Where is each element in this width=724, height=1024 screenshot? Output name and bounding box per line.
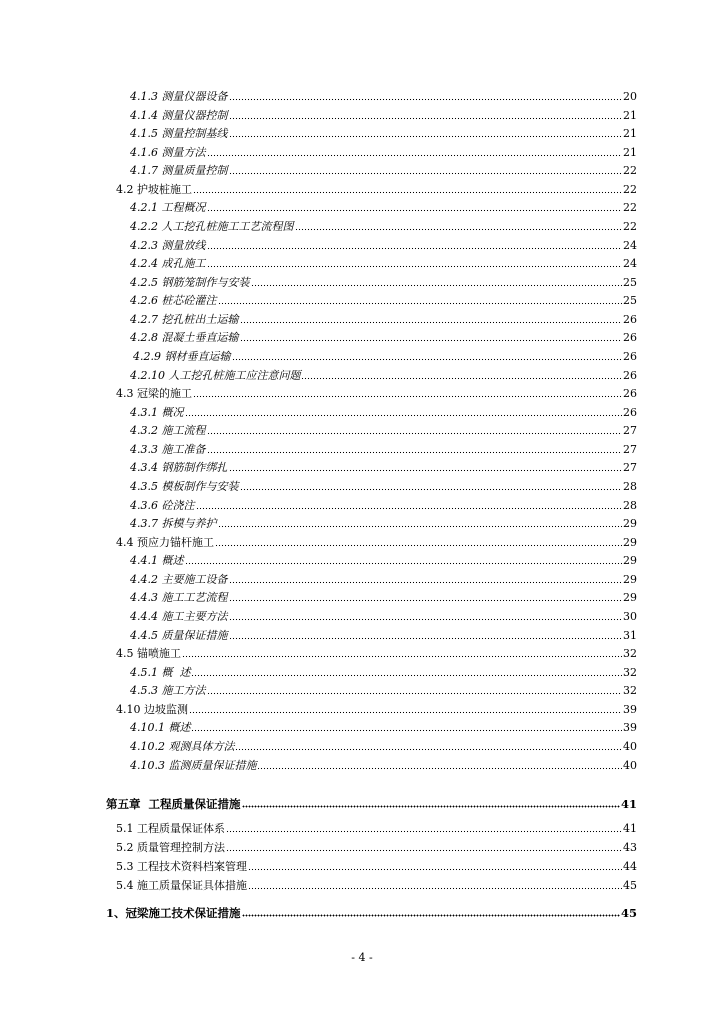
toc-entry[interactable] xyxy=(116,875,637,893)
toc-entry[interactable] xyxy=(116,837,637,855)
toc-entry-page: 44 xyxy=(623,860,637,873)
toc-entry-label: 4.2 护坡桩施工 xyxy=(116,183,192,196)
leader-dots xyxy=(240,338,623,342)
toc-entry-label: 4.2.2 人工挖孔桩施工工艺流程图 xyxy=(130,220,294,233)
toc-entry[interactable] xyxy=(130,160,637,178)
toc-entry-label: 4.1.3 测量仪器设备 xyxy=(130,90,228,103)
toc-entry-page: 29 xyxy=(623,517,637,530)
leader-dots xyxy=(182,654,622,658)
toc-entry[interactable] xyxy=(130,420,637,438)
toc-entry-label: 4.3.3 施工准备 xyxy=(130,443,206,456)
toc-entry-page: 22 xyxy=(623,220,637,233)
leader-dots xyxy=(229,171,623,175)
toc-entry-label: 4.1.5 测量控制基线 xyxy=(130,127,228,140)
toc-entry-label: 4.4.1 概述 xyxy=(130,554,184,567)
toc-entry[interactable] xyxy=(130,513,637,531)
toc-entry[interactable] xyxy=(130,123,637,141)
toc-entry-label: 4.5.3 施工方法 xyxy=(130,684,206,697)
toc-entry[interactable] xyxy=(130,142,637,160)
toc-entry-label: 1、冠梁施工技术保证措施 xyxy=(106,906,241,920)
toc-entry-label: 4.3.6 砼浇注 xyxy=(130,499,195,512)
toc-entry-label: 4.2.1 工程概况 xyxy=(130,201,206,214)
toc-entry[interactable] xyxy=(116,179,637,197)
toc-entry-page: 41 xyxy=(623,822,637,835)
toc-entry-page: 27 xyxy=(623,424,637,437)
toc-entry[interactable] xyxy=(130,736,637,754)
toc-entry-page: 20 xyxy=(623,90,637,103)
toc-entry-page: 26 xyxy=(623,387,637,400)
toc-entry[interactable] xyxy=(130,365,637,383)
toc-entry[interactable] xyxy=(116,643,637,661)
leader-dots xyxy=(207,246,623,250)
leader-dots xyxy=(229,617,623,621)
leader-dots xyxy=(242,804,620,808)
toc-entry[interactable] xyxy=(130,550,637,568)
toc-entry-page: 21 xyxy=(623,109,637,122)
toc-entry-page: 22 xyxy=(623,201,637,214)
leader-dots xyxy=(229,116,623,120)
toc-entry-page: 29 xyxy=(623,573,637,586)
toc-entry-label: 4.2.4 成孔施工 xyxy=(130,257,206,270)
leader-dots xyxy=(240,320,623,324)
toc-entry-label: 4.1.4 测量仪器控制 xyxy=(130,109,228,122)
toc-entry-label: 4.2.6 桩芯砼灌注 xyxy=(130,294,217,307)
leader-dots xyxy=(215,543,622,547)
leader-dots xyxy=(240,487,623,491)
toc-entry-page: 32 xyxy=(623,666,637,679)
toc-entry[interactable] xyxy=(130,680,637,698)
toc-entry-page: 31 xyxy=(623,629,637,642)
toc-entry-label: 4.3.2 施工流程 xyxy=(130,424,206,437)
leader-dots xyxy=(301,376,622,380)
leader-dots xyxy=(207,431,623,435)
toc-entry-page: 41 xyxy=(620,797,637,811)
toc-entry-page: 26 xyxy=(623,406,637,419)
leader-dots xyxy=(191,728,622,732)
leader-dots xyxy=(226,829,622,833)
toc-entry-page: 39 xyxy=(623,703,637,716)
toc-entry[interactable] xyxy=(130,290,637,308)
toc-entry-label: 4.2.10 人工挖孔桩施工应注意问题 xyxy=(130,369,301,382)
toc-entry[interactable] xyxy=(130,309,637,327)
toc-entry[interactable] xyxy=(130,105,637,123)
toc-entry-page: 22 xyxy=(623,183,637,196)
leader-dots xyxy=(232,357,623,361)
toc-entry[interactable] xyxy=(116,532,637,550)
toc-entry-label: 4.4 预应力锚杆施工 xyxy=(116,536,214,549)
toc-entry-page: 24 xyxy=(623,239,637,252)
toc-entry-label: 5.2 质量管理控制方法 xyxy=(116,841,225,854)
toc-entry[interactable] xyxy=(130,235,637,253)
toc-entry-label: 5.4 施工质量保证具体措施 xyxy=(116,879,247,892)
leader-dots xyxy=(207,208,623,212)
toc-entry-page: 32 xyxy=(623,684,637,697)
leader-dots xyxy=(207,450,623,454)
leader-dots xyxy=(226,848,622,852)
toc-entry-label: 4.2.9 钢材垂直运输 xyxy=(133,350,231,363)
toc-entry-label: 4.4.2 主要施工设备 xyxy=(130,573,228,586)
toc-entry-label: 4.5.1 概 述 xyxy=(130,666,191,679)
toc-entry-page: 26 xyxy=(623,369,637,382)
leader-dots xyxy=(189,710,622,714)
toc-entry[interactable] xyxy=(116,818,637,836)
toc-entry-label: 4.2.8 混凝土垂直运输 xyxy=(130,331,239,344)
toc-entry-page: 29 xyxy=(623,536,637,549)
page-number: - 4 - xyxy=(351,951,373,964)
toc-entry[interactable] xyxy=(130,402,637,420)
toc-entry-label: 4.3.7 拆模与养护 xyxy=(130,517,217,530)
toc-entry[interactable] xyxy=(116,856,637,874)
toc-entry[interactable] xyxy=(130,717,637,735)
leader-dots xyxy=(229,598,623,602)
toc-entry-label: 5.3 工程技术资料档案管理 xyxy=(116,860,247,873)
toc-entry[interactable] xyxy=(130,439,637,457)
toc-chapter[interactable] xyxy=(106,902,637,920)
leader-dots xyxy=(191,673,622,677)
toc-entry-label: 4.10.2 观测具体方法 xyxy=(130,740,235,753)
toc-entry-label: 4.10.1 概述 xyxy=(130,721,191,734)
leader-dots xyxy=(193,394,622,398)
toc-entry-page: 25 xyxy=(623,276,637,289)
toc-chapter[interactable] xyxy=(106,793,637,811)
leader-dots xyxy=(248,867,622,871)
leader-dots xyxy=(229,97,623,101)
toc-entry-label: 4.1.6 测量方法 xyxy=(130,146,206,159)
toc-entry[interactable] xyxy=(130,495,637,513)
toc-entry[interactable] xyxy=(130,197,637,215)
toc-entry-page: 29 xyxy=(623,591,637,604)
toc-entry[interactable] xyxy=(130,625,637,643)
toc-entry-page: 28 xyxy=(623,480,637,493)
toc-entry-page: 26 xyxy=(623,331,637,344)
leader-dots xyxy=(251,283,623,287)
toc-entry[interactable] xyxy=(130,755,637,773)
leader-dots xyxy=(229,636,623,640)
toc-entry-label: 4.1.7 测量质量控制 xyxy=(130,164,228,177)
toc-entry-page: 27 xyxy=(623,443,637,456)
toc-entry-label: 4.2.7 挖孔桩出土运输 xyxy=(130,313,239,326)
toc-entry[interactable] xyxy=(130,569,637,587)
toc-entry-page: 32 xyxy=(623,647,637,660)
toc-entry-page: 25 xyxy=(623,294,637,307)
toc-entry-page: 40 xyxy=(623,740,637,753)
toc-entry-page: 28 xyxy=(623,499,637,512)
toc-entry-page: 29 xyxy=(623,554,637,567)
leader-dots xyxy=(193,190,622,194)
toc-entry[interactable] xyxy=(116,383,637,401)
leader-dots xyxy=(248,886,622,890)
leader-dots xyxy=(229,134,623,138)
toc-entry-label: 4.10 边坡监测 xyxy=(116,703,188,716)
toc-entry-label: 第五章 工程质量保证措施 xyxy=(106,797,241,811)
toc-entry-page: 30 xyxy=(623,610,637,623)
toc-entry-label: 4.4.5 质量保证措施 xyxy=(130,629,228,642)
toc-entry-page: 40 xyxy=(623,759,637,772)
toc-entry[interactable] xyxy=(130,662,637,680)
toc-entry[interactable] xyxy=(130,253,637,271)
leader-dots xyxy=(229,468,623,472)
toc-entry-page: 26 xyxy=(623,313,637,326)
toc-entry[interactable] xyxy=(130,606,637,624)
leader-dots xyxy=(242,913,620,917)
toc-entry-label: 4.5 锚喷施工 xyxy=(116,647,181,660)
toc-entry-page: 21 xyxy=(623,146,637,159)
toc-entry-label: 5.1 工程质量保证体系 xyxy=(116,822,225,835)
toc-entry-page: 39 xyxy=(623,721,637,734)
toc-entry-page: 27 xyxy=(623,461,637,474)
toc-entry-label: 4.3.4 钢筋制作绑扎 xyxy=(130,461,228,474)
leader-dots xyxy=(218,524,623,528)
leader-dots xyxy=(295,227,623,231)
toc-entry-label: 4.3.5 模板制作与安装 xyxy=(130,480,239,493)
leader-dots xyxy=(229,580,623,584)
toc-entry-label: 4.4.3 施工工艺流程 xyxy=(130,591,228,604)
leader-dots xyxy=(185,561,623,565)
toc-entry-label: 4.3 冠梁的施工 xyxy=(116,387,192,400)
toc-entry-label: 4.4.4 施工主要方法 xyxy=(130,610,228,623)
toc-entry[interactable] xyxy=(133,346,637,364)
leader-dots xyxy=(235,747,622,751)
toc-entry[interactable] xyxy=(130,272,637,290)
leader-dots xyxy=(207,153,623,157)
toc-entry[interactable] xyxy=(130,327,637,345)
toc-entry-label: 4.2.3 测量放线 xyxy=(130,239,206,252)
toc-entry-page: 45 xyxy=(623,879,637,892)
leader-dots xyxy=(185,413,623,417)
toc-entry[interactable] xyxy=(130,457,637,475)
toc-entry-label: 4.10.3 监测质量保证措施 xyxy=(130,759,257,772)
toc-entry[interactable] xyxy=(130,216,637,234)
toc-entry[interactable] xyxy=(116,699,637,717)
leader-dots xyxy=(218,301,623,305)
toc-entry[interactable] xyxy=(130,476,637,494)
leader-dots xyxy=(207,691,623,695)
toc-entry-page: 45 xyxy=(620,906,637,920)
toc-entry-page: 26 xyxy=(623,350,637,363)
toc-entry-page: 24 xyxy=(623,257,637,270)
toc-entry-label: 4.3.1 概况 xyxy=(130,406,184,419)
leader-dots xyxy=(207,264,623,268)
leader-dots xyxy=(257,766,622,770)
toc-entry-page: 22 xyxy=(623,164,637,177)
toc-entry-page: 43 xyxy=(623,841,637,854)
toc-entry[interactable] xyxy=(130,587,637,605)
toc-entry[interactable] xyxy=(130,86,637,104)
toc-entry-label: 4.2.5 钢筋笼制作与安装 xyxy=(130,276,250,289)
toc-entry-page: 21 xyxy=(623,127,637,140)
leader-dots xyxy=(196,506,623,510)
